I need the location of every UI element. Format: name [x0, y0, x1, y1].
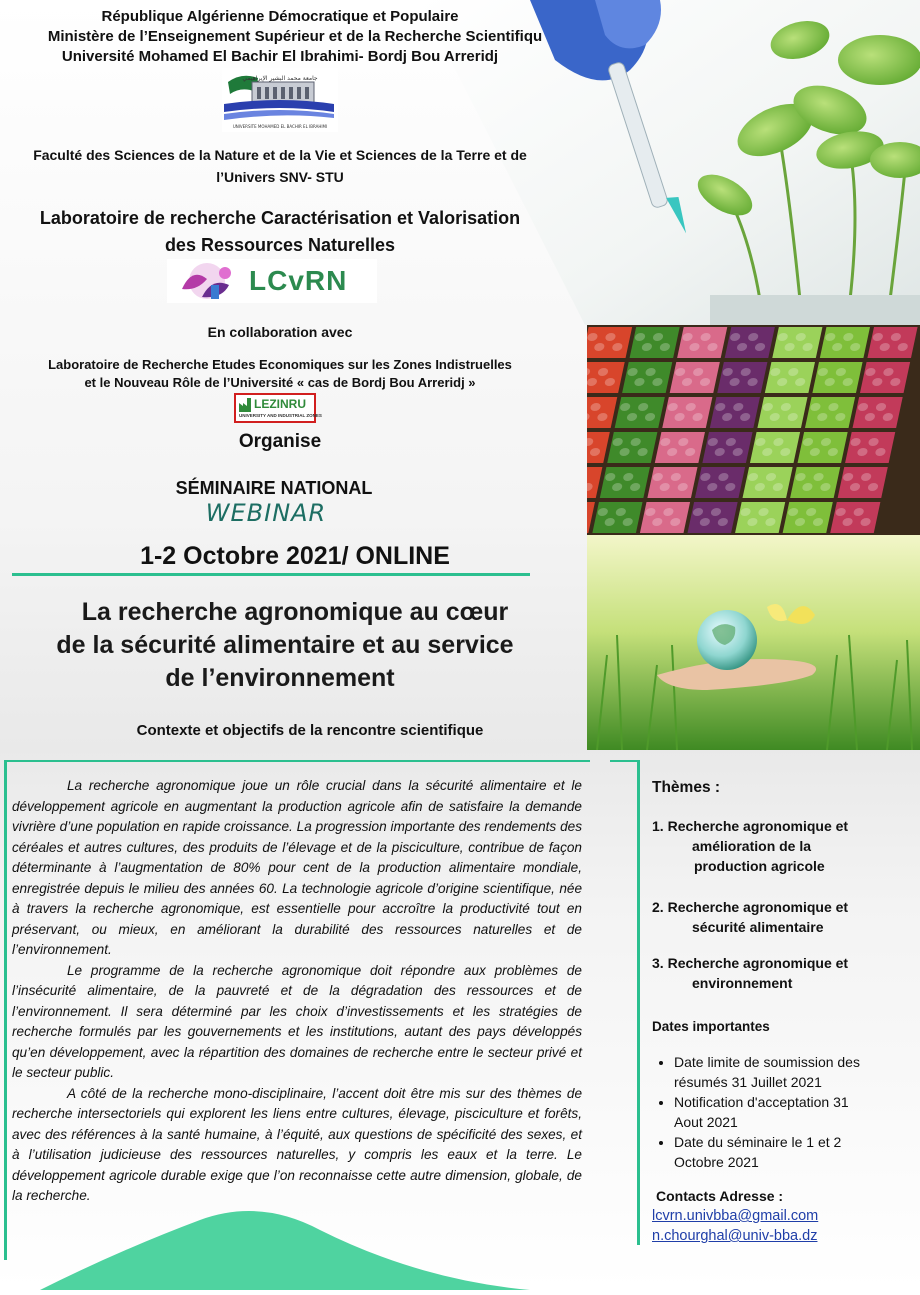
context-body	[12, 776, 582, 1207]
title-line-2: de la sécurité alimentaire et au service	[56, 631, 514, 659]
contact-email-1-wrap	[652, 1206, 902, 1226]
context-paragraph-3: A côté de la recherche mono-disciplinaire, l’accent doit être mis sur des thèmes de recherche intersectoriels qui explorent les liens entre cultures, élevage, pisciculture et forêts, avec des références à la santé humaine, à l’équité, aux questions de spécificité des sexes, et à l’utilisation judicieuse des ressources naturelles, y compris les eaux et la terre. Le développement agricole durable exige que l’on reconnaisse cette autre dimension, globale, de la recherche.	[12, 1085, 582, 1203]
date-underline	[12, 573, 530, 576]
university-line: Université Mohamed El Bachir El Ibrahimi- Bordj Bou Arreridj	[61, 48, 499, 65]
main-title	[0, 596, 570, 695]
dates-list	[652, 1052, 902, 1172]
vegetables-photo	[587, 325, 920, 535]
date-3-line-1: Date du séminaire le 1 et 2	[674, 1134, 842, 1150]
contact-email-1[interactable]: lcvrn.univbba@gmail.com	[652, 1208, 819, 1224]
date-1-line-2: résumés 31 Juillet 2021	[674, 1074, 822, 1090]
contact-email-2-wrap	[652, 1226, 902, 1246]
theme-1-line-2: amélioration de la	[692, 838, 812, 854]
date-item-2	[674, 1092, 902, 1132]
theme-item-1	[652, 816, 902, 876]
partner-lab-line-1: Laboratoire de Recherche Etudes Economiques sur les Zones Indistruelles	[48, 357, 512, 372]
partner-lab-line-2: et le Nouveau Rôle de l’Université « cas de Bordj Bou Arreridj »	[84, 375, 476, 390]
left-accent-top	[4, 760, 590, 762]
themes-heading: Thèmes :	[652, 779, 721, 796]
dates-heading: Dates importantes	[652, 1019, 770, 1034]
date-3-line-2: Octobre 2021	[674, 1154, 759, 1170]
theme-3-number: 3.	[652, 955, 664, 971]
republic-line: République Algérienne Démocratique et Populaire	[101, 8, 459, 25]
faculty-line-2: l’Univers SNV- STU	[216, 169, 344, 185]
date-item-3	[674, 1132, 902, 1172]
theme-1-line-3: production agricole	[694, 858, 825, 874]
webinar-label: WEBINAR	[205, 499, 327, 527]
theme-item-2	[652, 897, 902, 937]
contacts-heading: Contacts Adresse :	[656, 1188, 784, 1204]
lab-name-line-1: Laboratoire de recherche Caractérisation et Valorisation	[39, 208, 521, 228]
factory-icon	[239, 398, 251, 412]
organise-text: Organise	[238, 431, 322, 452]
date-2-line-1: Notification d'acceptation 31	[674, 1094, 849, 1110]
collaboration-text: En collaboration avec	[207, 324, 353, 340]
lab-name-line-2: des Ressources Naturelles	[164, 235, 396, 255]
date-2-line-2: Aout 2021	[674, 1114, 738, 1130]
date-item-1	[674, 1052, 902, 1092]
theme-2-line-1: Recherche agronomique et	[667, 899, 849, 915]
right-accent-top	[610, 760, 640, 762]
date-1-line-1: Date limite de soumission des	[674, 1054, 860, 1070]
ministry-line: Ministère de l’Enseignement Supérieur et de la Recherche Scientifiqu	[47, 28, 543, 45]
theme-3-line-1: Recherche agronomique et	[667, 955, 849, 971]
left-accent-line	[4, 760, 7, 1260]
theme-3-line-2: environnement	[692, 975, 793, 991]
lezinru-logo-subtitle: UNIVERSITY AND INDUSTRIAL ZONES	[239, 413, 322, 418]
seminar-type: SÉMINAIRE NATIONAL	[175, 478, 373, 498]
university-logo	[222, 68, 338, 132]
theme-item-3	[652, 953, 902, 993]
theme-2-line-2: sécurité alimentaire	[692, 919, 824, 935]
context-paragraph-2: Le programme de la recherche agronomique doit répondre aux problèmes de l’insécurité alimentaire, de la pauvreté et de la dégradation des ressources et de l’environnement. Il sera déterminé par les choix d’investissements et les stratégies de recherche formulés par les gouvernements et les institutions, autant des pays développés qu’en développement, avec la répartition des domaines de recherche entre le secteur privé et le secteur public.	[12, 962, 582, 1080]
theme-1-line-1: Recherche agronomique et	[667, 818, 849, 834]
lezinru-logo-text: LEZINRU	[254, 397, 306, 411]
globe-hand-photo	[587, 535, 920, 750]
svg-text:جامعة محمد البشير الإبراهيمي: جامعة محمد البشير الإبراهيمي	[242, 75, 318, 82]
lcvrn-logo	[167, 259, 377, 303]
theme-2-number: 2.	[652, 899, 664, 915]
context-paragraph-1: La recherche agronomique joue un rôle crucial dans la sécurité alimentaire et le développement agricole en augmentant la production agricole afin de satisfaire la demande vivrière d’une population en rapide croissance. La progression importante des rendements des céréales et autres cultures, des produits de l’élevage et de la pisciculture, contribue de façon déterminante à l’augmentation de 80% pour cent de la production alimentaire mondiale, enregistrée depuis le milieu des années 60. La technologie agricole d’origine scientifique, née à travers la recherche agronomique, est essentielle pour accroître la productivité tout en préservant, ou mieux, en améliorant la durabilité des ressources naturelles et de l’environnement.	[12, 778, 582, 957]
lezinru-logo	[234, 393, 322, 423]
right-accent-line	[637, 760, 640, 1245]
event-date: 1-2 Octobre 2021/ ONLINE	[140, 542, 450, 570]
svg-text:UNIVERSITE MOHAMED EL BACHIR E: UNIVERSITE MOHAMED EL BACHIR EL IBRAHIMI	[232, 124, 328, 129]
title-line-1: La recherche agronomique au cœur	[81, 598, 509, 626]
lcvrn-logo-text: LCvRN	[249, 265, 348, 296]
theme-1-number: 1.	[652, 818, 664, 834]
title-line-3: de l’environnement	[165, 664, 395, 692]
contact-email-2[interactable]: n.chourghal@univ-bba.dz	[652, 1228, 818, 1244]
bottom-green-mound	[0, 1200, 540, 1290]
faculty-line-1: Faculté des Sciences de la Nature et de la Vie et Sciences de la Terre et de	[33, 147, 527, 163]
context-heading: Contexte et objectifs de la rencontre scientifique	[136, 722, 484, 739]
